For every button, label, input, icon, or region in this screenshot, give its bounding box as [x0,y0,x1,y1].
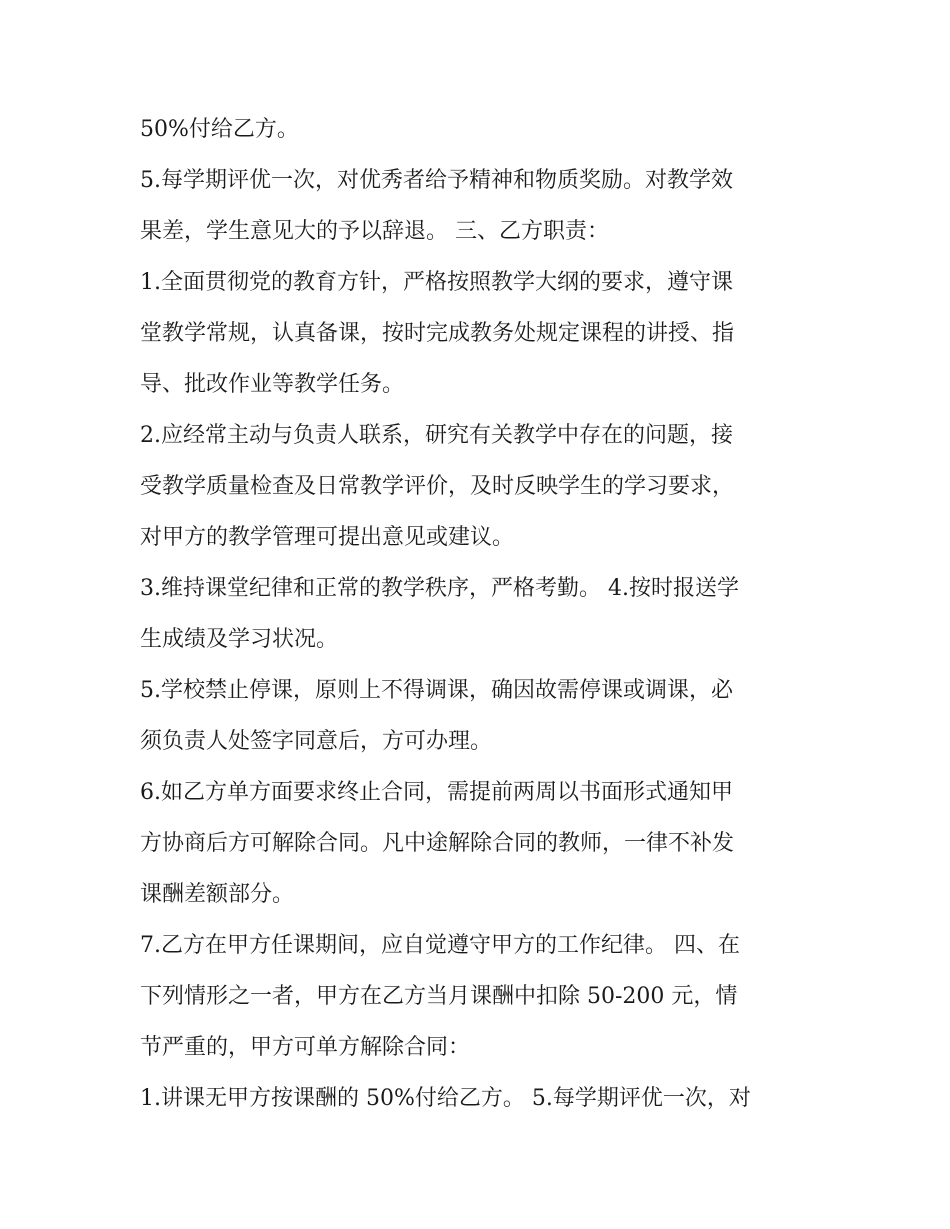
text-line: 节严重的，甲方可单方解除合同： [140,1035,471,1060]
text-line: 1.讲课无甲方按课酬的 50%付给乙方。 5.每学期评优一次，对 [140,1086,751,1111]
text-line: 5.学校禁止停课，原则上不得调课，确因故需停课或调课，必 [140,678,733,703]
text-line: 1.全面贯彻党的教育方针，严格按照教学大纲的要求，遵守课 [140,270,733,295]
text-line: 7.乙方在甲方任课期间，应自觉遵守甲方的工作纪律。 四、在 [140,933,740,958]
text-line: 导、批改作业等教学任务。 [140,372,405,397]
text-line: 3.维持课堂纪律和正常的教学秩序，严格考勤。 4.按时报送学 [140,576,739,601]
text-line: 须负责人处签字同意后，方可办理。 [140,729,493,754]
text-line: 6.如乙方单方面要求终止合同，需提前两周以书面形式通知甲 [140,780,733,805]
text-line: 2.应经常主动与负责人联系，研究有关教学中存在的问题，接 [140,423,733,448]
text-line: 下列情形之一者，甲方在乙方当月课酬中扣除 50-200 元，情 [140,984,738,1009]
text-line: 方协商后方可解除合同。凡中途解除合同的教师，一律不补发 [140,831,735,856]
text-line: 果差，学生意见大的予以辞退。 三、乙方职责： [140,219,609,244]
document-body [140,104,820,1124]
text-line: 50%付给乙方。 [140,117,299,142]
text-line: 受教学质量检查及日常教学评价，及时反映学生的学习要求， [140,474,735,499]
text-line: 5.每学期评优一次，对优秀者给予精神和物质奖励。对教学效 [140,168,733,193]
text-line: 对甲方的教学管理可提出意见或建议。 [140,525,515,550]
text-line: 堂教学常规，认真备课，按时完成教务处规定课程的讲授、指 [140,321,735,346]
text-line: 生成绩及学习状况。 [140,627,339,652]
text-line: 课酬差额部分。 [140,882,295,907]
